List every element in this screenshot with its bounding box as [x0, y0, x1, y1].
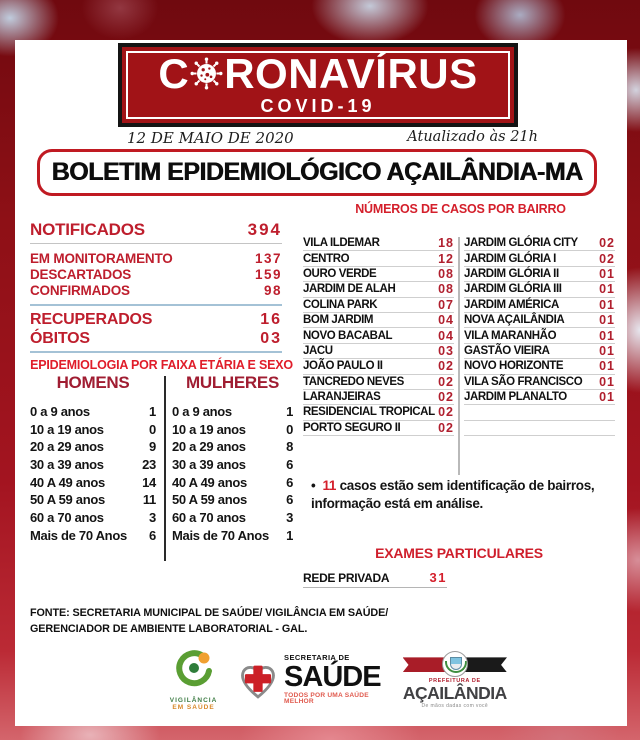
- men-column: [30, 374, 156, 544]
- age-label: 10 a 19 anos: [171, 421, 246, 437]
- secretaria-de-saude-logo: [236, 654, 387, 706]
- bairro-count: 02: [599, 251, 615, 266]
- bairro-row: [464, 251, 615, 266]
- age-row: [172, 420, 293, 438]
- age-value: 9: [149, 439, 156, 455]
- banner-subtitle: COVID-19: [260, 96, 376, 116]
- stat-label: DESCARTADOS: [30, 266, 132, 282]
- saude-main-text: SAÚDE: [284, 660, 381, 693]
- bairro-count: 02: [438, 390, 454, 405]
- age-label: 50 A 59 anos: [30, 492, 105, 508]
- bairro-count: 01: [599, 359, 615, 374]
- bairro-row: [464, 236, 615, 251]
- bairro-name: JARDIM AMÉRICA: [464, 298, 559, 311]
- stat-value: 03: [260, 329, 282, 347]
- bairro-name: JARDIM GLÓRIA III: [464, 283, 562, 296]
- bairro-count: 02: [438, 405, 454, 420]
- age-value: 23: [142, 457, 156, 473]
- bairro-row: [303, 236, 454, 251]
- bairro-count: 02: [599, 236, 615, 251]
- bairro-row: [464, 344, 615, 359]
- private-exams-value: 31: [429, 570, 447, 585]
- bairro-name: JOÃO PAULO II: [303, 360, 383, 373]
- column-divider: [164, 376, 166, 561]
- age-label: 30 a 39 anos: [171, 457, 246, 473]
- vigilancia-text-2: EM SAÚDE: [172, 704, 215, 711]
- updated-time: Atualizado às 21h: [407, 129, 538, 145]
- men-header: HOMENS: [56, 373, 130, 392]
- private-exams-row: [303, 568, 447, 588]
- vigilancia-em-saude-logo: [167, 649, 220, 711]
- age-row: [30, 403, 156, 421]
- stat-obitos: [30, 329, 282, 348]
- age-row: [172, 473, 293, 491]
- bairros-list-left: [303, 236, 454, 436]
- bairro-count: 01: [599, 266, 615, 281]
- age-label: 10 a 19 anos: [30, 421, 104, 437]
- bairro-name: NOVO HORIZONTE: [464, 360, 564, 373]
- age-sex-section: [30, 358, 293, 544]
- bairro-count: 01: [599, 282, 615, 297]
- age-label: 50 A 59 anos: [171, 492, 247, 508]
- age-label: 30 a 39 anos: [30, 457, 104, 473]
- bairro-count: 07: [438, 297, 454, 312]
- stat-label: RECUPERADOS: [30, 310, 153, 328]
- stat-value: 16: [260, 310, 282, 328]
- age-value: 6: [286, 474, 293, 490]
- saude-top-text: SECRETARIA DE: [284, 653, 350, 663]
- banner-title-start: C: [158, 50, 190, 97]
- age-label: 0 a 9 anos: [30, 404, 90, 420]
- banner-title: [158, 50, 478, 97]
- vigilancia-text-1: VIGILÂNCIA: [169, 697, 218, 704]
- bairro-name: CENTRO: [303, 252, 350, 265]
- bairro-name: JARDIM GLÓRIA I: [464, 252, 556, 265]
- bairro-name: VILA ILDEMAR: [303, 237, 380, 250]
- age-label: 60 a 70 anos: [30, 510, 104, 526]
- age-row: [30, 438, 156, 456]
- bairro-name: GASTÃO VIEIRA: [464, 344, 550, 357]
- age-value: 0: [149, 421, 156, 437]
- bairro-name: OURO VERDE: [303, 267, 377, 280]
- bairro-row: [464, 328, 615, 343]
- stat-recuperados: [30, 310, 282, 329]
- stat-value: 159: [254, 266, 282, 282]
- stat-label: ÓBITOS: [30, 329, 90, 347]
- bairro-name: PORTO SEGURO II: [303, 421, 401, 434]
- bairro-name: RESIDENCIAL TROPICAL: [303, 406, 435, 419]
- age-label: 40 A 49 anos: [171, 474, 247, 490]
- bairro-count: 04: [438, 328, 454, 343]
- divider-blue: [30, 304, 282, 306]
- age-label: 20 a 29 anos: [30, 439, 104, 455]
- age-sex-title: EPIDEMIOLOGIA POR FAIXA ETÁRIA E SEXO: [30, 358, 293, 372]
- age-value: 6: [149, 527, 156, 543]
- bairro-name: VILA SÃO FRANCISCO: [464, 375, 583, 388]
- note-text: casos estão sem identificação de bairros, informação está em análise.: [311, 478, 595, 511]
- prefeitura-top-text: PREFEITURA DE: [428, 678, 481, 685]
- private-exams-title: EXAMES PARTICULARES: [375, 545, 543, 561]
- bairro-name: LARANJEIRAS: [303, 391, 381, 404]
- bairro-row-empty: [464, 405, 615, 420]
- bulletin-title-box: [37, 149, 597, 196]
- unidentified-cases-note: [311, 477, 629, 512]
- age-row: [30, 491, 156, 509]
- age-label: 60 a 70 anos: [171, 510, 246, 526]
- age-row: [172, 438, 293, 456]
- bairro-count: 03: [438, 343, 454, 358]
- bairro-row: [464, 267, 615, 282]
- age-value: 3: [149, 510, 156, 526]
- stat-descartados: [30, 266, 282, 282]
- bairro-row: [303, 344, 454, 359]
- stat-monitoramento: [30, 250, 282, 266]
- age-value: 14: [142, 474, 156, 490]
- bairro-row: [464, 390, 615, 405]
- bairro-name: NOVO BACABAL: [303, 329, 393, 342]
- stat-notificados: [30, 218, 282, 242]
- bairro-row: [303, 251, 454, 266]
- age-value: 3: [286, 510, 293, 526]
- bairro-count: 12: [438, 251, 454, 266]
- source-note: [30, 606, 388, 637]
- age-row: [172, 509, 293, 527]
- bairro-row: [464, 298, 615, 313]
- vigilancia-swirl-icon: [173, 649, 215, 691]
- bairro-name: NOVA AÇAILÂNDIA: [464, 314, 565, 327]
- virus-icon: [190, 57, 223, 90]
- bairro-row: [303, 328, 454, 343]
- prefeitura-acailandia-logo: [403, 651, 507, 708]
- age-label: Mais de 70 Anos: [30, 527, 127, 543]
- bairros-section-title: NÚMEROS DE CASOS POR BAIRRO: [355, 202, 566, 216]
- bairro-row: [303, 267, 454, 282]
- age-value: 1: [286, 527, 293, 543]
- crest-laurel: [445, 661, 467, 673]
- bulletin-title: BOLETIM EPIDEMIOLÓGICO AÇAILÂNDIA-MA: [51, 158, 583, 186]
- age-row: [30, 527, 156, 545]
- prefeitura-main-text: AÇAILÂNDIA: [402, 683, 507, 704]
- bairro-count: 08: [438, 266, 454, 281]
- prefeitura-tagline: De mãos dadas com você: [421, 702, 489, 709]
- bairro-row: [464, 359, 615, 374]
- age-row: [30, 420, 156, 438]
- bairro-count: 01: [599, 328, 615, 343]
- bairro-count: 08: [438, 282, 454, 297]
- bairro-name: VILA MARANHÃO: [464, 329, 557, 342]
- footer-logos: [167, 642, 507, 718]
- divider-blue: [30, 351, 282, 353]
- bairro-count: 01: [599, 343, 615, 358]
- banner-title-end: RONAVÍRUS: [224, 50, 478, 97]
- stat-label: CONFIRMADOS: [30, 282, 130, 298]
- ribbon-banner: [403, 653, 507, 677]
- age-value: 0: [286, 421, 293, 437]
- bairro-row: [303, 405, 454, 420]
- bairro-name: JACU: [303, 344, 333, 357]
- age-value: 1: [286, 404, 293, 420]
- bulletin-card: [15, 40, 627, 726]
- bairro-count: 02: [438, 359, 454, 374]
- age-row: [172, 491, 293, 509]
- age-value: 6: [286, 457, 293, 473]
- bairro-row: [303, 390, 454, 405]
- age-label: Mais de 70 Anos: [171, 527, 269, 543]
- bairro-name: JARDIM GLÓRIA II: [464, 267, 559, 280]
- age-row: [172, 527, 293, 545]
- bairro-count: 04: [438, 313, 454, 328]
- bairro-row: [464, 375, 615, 390]
- heart-cross-icon: [236, 657, 280, 703]
- age-value: 6: [286, 492, 293, 508]
- stat-value: 137: [254, 250, 282, 266]
- bairro-name: BOM JARDIM: [303, 314, 374, 327]
- bairros-list-right: [464, 236, 615, 436]
- age-sex-table: [30, 374, 293, 544]
- bairro-row: [303, 375, 454, 390]
- age-label: 0 a 9 anos: [171, 404, 232, 420]
- age-row: [30, 473, 156, 491]
- age-row: [172, 403, 293, 421]
- coronavirus-banner: [118, 43, 518, 127]
- bairro-count: 02: [438, 374, 454, 389]
- age-label: 20 a 29 anos: [171, 439, 246, 455]
- source-line-1: FONTE: SECRETARIA MUNICIPAL DE SAÚDE/ VIGILÂNCIA EM SAÚDE/: [30, 607, 389, 619]
- bairro-count: 01: [599, 390, 615, 405]
- age-value: 1: [149, 404, 156, 420]
- age-value: 11: [142, 492, 156, 508]
- bairro-row: [303, 282, 454, 297]
- stat-label: EM MONITORAMENTO: [30, 250, 173, 266]
- age-value: 8: [286, 439, 293, 455]
- bairro-row: [303, 359, 454, 374]
- bairro-name: COLINA PARK: [303, 298, 378, 311]
- note-number: 11: [322, 478, 337, 493]
- coronavirus-banner-frame: [126, 51, 510, 119]
- age-row: [30, 509, 156, 527]
- bairro-row: [303, 313, 454, 328]
- saude-text-block: [284, 654, 387, 706]
- bulletin-date: 12 DE MAIO DE 2020: [127, 129, 294, 147]
- age-label: 40 A 49 anos: [30, 474, 105, 490]
- divider-gray: [30, 243, 282, 244]
- bairro-name: TANCREDO NEVES: [303, 375, 404, 388]
- source-line-2: GERENCIADOR DE AMBIENTE LABORATORIAL - GAL.: [30, 622, 308, 635]
- bullet: •: [311, 478, 316, 493]
- women-column: [172, 374, 293, 544]
- bairro-row: [464, 282, 615, 297]
- bairro-row: [303, 421, 454, 436]
- summary-stats: [30, 218, 282, 353]
- stat-label: NOTIFICADOS: [30, 220, 145, 239]
- bairro-name: JARDIM GLÓRIA CITY: [464, 237, 578, 250]
- bairro-name: JARDIM PLANALTO: [464, 391, 567, 404]
- private-exams-label: REDE PRIVADA: [303, 570, 390, 585]
- bairro-name: JARDIM DE ALAH: [303, 283, 396, 296]
- bairro-count: 01: [599, 313, 615, 328]
- age-row: [30, 456, 156, 474]
- stat-value: 394: [247, 220, 282, 239]
- bairro-row: [464, 313, 615, 328]
- stat-confirmados: [30, 282, 282, 298]
- bairro-row: [303, 298, 454, 313]
- age-row: [172, 456, 293, 474]
- bairro-count: 18: [438, 236, 454, 251]
- bairro-count: 02: [438, 420, 454, 435]
- bairro-count: 01: [599, 297, 615, 312]
- bairros-column-divider: [458, 237, 460, 475]
- saude-tagline: TODOS POR UMA SAÚDE MELHOR: [284, 691, 369, 706]
- bairro-row-empty: [464, 421, 615, 436]
- city-crest-icon: [442, 651, 468, 677]
- bairro-count: 01: [599, 374, 615, 389]
- women-header: MULHERES: [185, 373, 279, 392]
- stat-value: 98: [263, 282, 282, 298]
